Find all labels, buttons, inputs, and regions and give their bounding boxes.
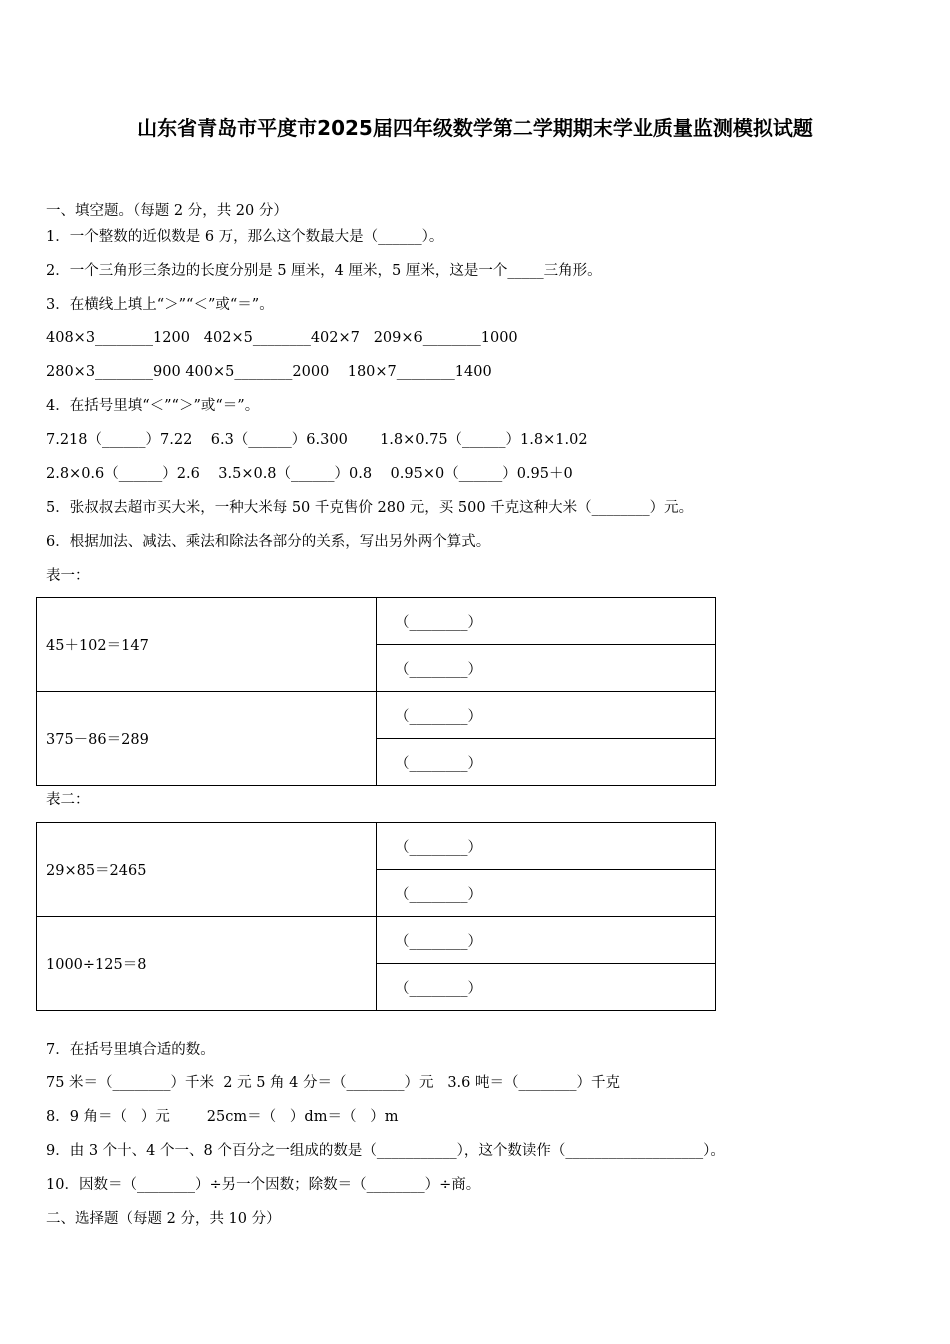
question-3-row-2: 280×3________900 400×5________2000 180×7________1400 xyxy=(46,364,492,380)
table-row xyxy=(37,917,716,964)
question-9: 9．由 3 个十、4 个一、8 个百分之一组成的数是（___________），这个数读作（___________________）。 xyxy=(46,1143,725,1159)
question-4: 4．在括号里填“＜”“＞”或“＝”。 xyxy=(46,398,260,414)
question-1: 1．一个整数的近似数是 6 万，那么这个数最大是（______）。 xyxy=(46,229,444,245)
equation-cell: 375－86＝289 xyxy=(37,692,377,786)
question-3-row-1: 408×3________1200 402×5________402×7 209×6________1000 xyxy=(46,330,518,346)
question-7-row: 75 米＝（________）千米 2 元 5 角 4 分＝（________）元 3.6 吨＝（________）千克 xyxy=(46,1075,620,1091)
question-2: 2．一个三角形三条边的长度分别是 5 厘米，4 厘米，5 厘米，这是一个_____三角形。 xyxy=(46,263,602,279)
table-row xyxy=(37,598,716,645)
question-7: 7．在括号里填合适的数。 xyxy=(46,1042,215,1058)
answer-cell[interactable]: （________） xyxy=(377,692,716,739)
question-4-row-2: 2.8×0.6（______）2.6 3.5×0.8（______）0.8 0.95×0（______）0.95＋0 xyxy=(46,466,573,482)
table-row xyxy=(37,692,716,739)
table-1-label: 表一： xyxy=(46,568,90,584)
table-1 xyxy=(36,597,716,786)
equation-cell: 29×85＝2465 xyxy=(37,823,377,917)
question-5: 5．张叔叔去超市买大米，一种大米每 50 千克售价 280 元，买 500 千克这种大米（________）元。 xyxy=(46,500,694,516)
question-8: 8．9 角＝（ ）元 25cm＝（ ）dm＝（ ）m xyxy=(46,1109,399,1125)
answer-cell[interactable]: （________） xyxy=(377,964,716,1011)
exam-title: 山东省青岛市平度市2025届四年级数学第二学期期末学业质量监测模拟试题 xyxy=(137,116,813,140)
answer-cell[interactable]: （________） xyxy=(377,645,716,692)
section-2-heading: 二、选择题（每题 2 分，共 10 分） xyxy=(46,1211,281,1227)
table-row xyxy=(37,823,716,870)
table-2-label: 表二： xyxy=(46,792,90,808)
answer-cell[interactable]: （________） xyxy=(377,598,716,645)
question-4-row-1: 7.218（______）7.22 6.3（______）6.300 1.8×0.75（______）1.8×1.02 xyxy=(46,432,588,448)
equation-cell: 45＋102＝147 xyxy=(37,598,377,692)
question-6: 6．根据加法、减法、乘法和除法各部分的关系，写出另外两个算式。 xyxy=(46,534,491,550)
answer-cell[interactable]: （________） xyxy=(377,917,716,964)
question-3: 3．在横线上填上“＞”“＜”或“＝”。 xyxy=(46,297,274,313)
answer-cell[interactable]: （________） xyxy=(377,823,716,870)
answer-cell[interactable]: （________） xyxy=(377,870,716,917)
section-1-heading: 一、填空题。（每题 2 分，共 20 分） xyxy=(46,203,288,219)
question-10: 10．因数＝（________）÷另一个因数；除数＝（________）÷商。 xyxy=(46,1177,481,1193)
equation-cell: 1000÷125＝8 xyxy=(37,917,377,1011)
table-2 xyxy=(36,822,716,1011)
answer-cell[interactable]: （________） xyxy=(377,739,716,786)
